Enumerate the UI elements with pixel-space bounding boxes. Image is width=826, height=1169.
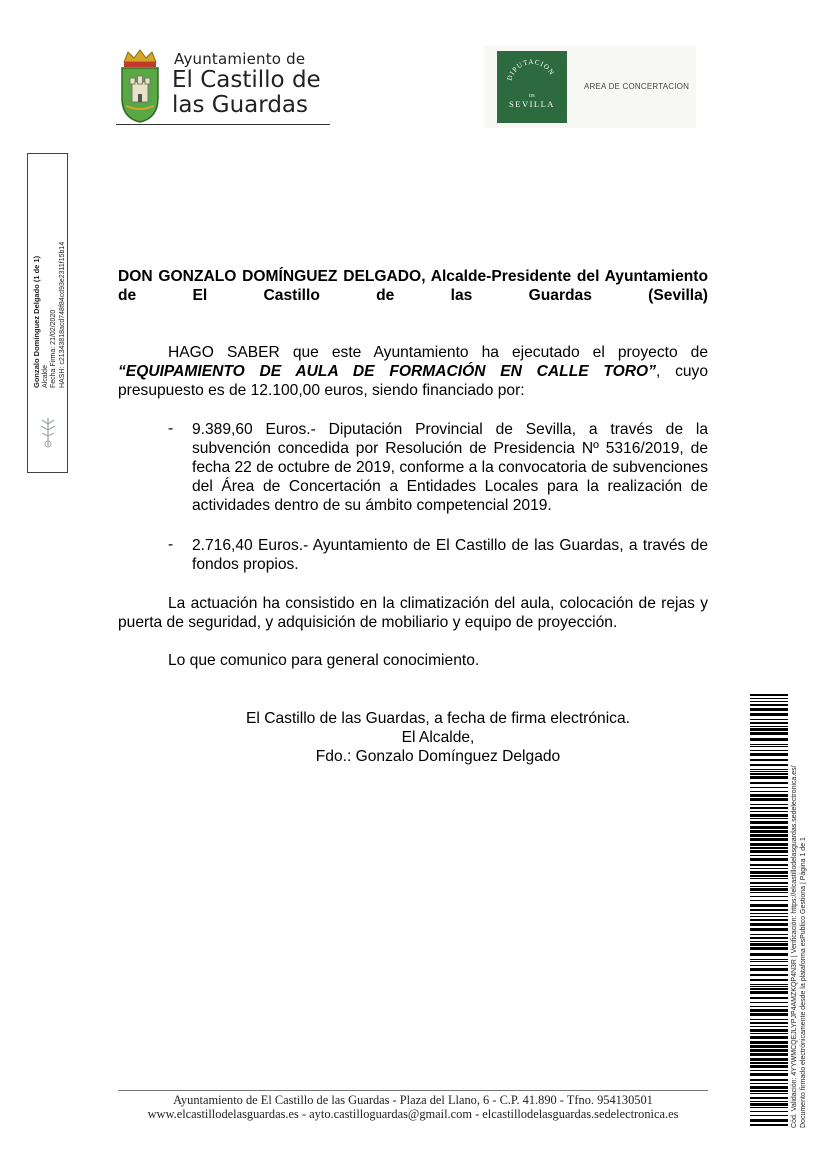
barcode-bar <box>750 1101 788 1102</box>
footer-divider <box>118 1090 708 1091</box>
barcode-bar <box>750 701 788 702</box>
validation-line-1: Cód. Validación: 4YYWMCQEJLYPJP4AMZKQP4N3R | Verificación: https://elcastillodelasguardas.sedelectronica.es/ <box>791 765 798 1128</box>
barcode-bar <box>750 769 788 770</box>
barcode-bar <box>750 726 788 727</box>
barcode-bar <box>750 782 788 784</box>
barcode-bar <box>750 1111 788 1112</box>
p1-start: HAGO SABER que este Ayuntamiento ha ejecutado el proyecto de <box>168 344 708 361</box>
barcode-bar <box>750 776 788 779</box>
project-name: “EQUIPAMIENTO DE AULA DE FORMACIÓN EN CALLE TORO” <box>118 363 656 380</box>
barcode-bar <box>750 959 788 960</box>
barcode-bar <box>750 913 788 914</box>
list-item: 9.389,60 Euros.- Diputación Provincial de Sevilla, a través de la subvención concedida por Resolución de Presidencia Nº 5316/2019, de fecha 22 de octubre de 2019, conforme a la convocatoria de subvenciones del Área de Concertación a Entidades Locales para la realización de actividades dentro de su ámbito competencial 2019. <box>192 421 708 514</box>
logo-line-2: las Guardas <box>172 92 309 118</box>
document-heading: DON GONZALO DOMÍNGUEZ DELGADO, Alcalde-Presidente del Ayuntamiento de El Castillo de las Guardas (Sevilla) <box>118 268 708 304</box>
stamp-role: Alcalde <box>41 365 49 388</box>
barcode-bar <box>750 1119 788 1122</box>
barcode-bar <box>750 1029 788 1032</box>
barcode-bar <box>750 1090 788 1092</box>
diputacion-logo <box>484 46 696 128</box>
list-dash: - <box>168 536 174 553</box>
barcode-bar <box>750 1041 788 1044</box>
diputacion-sevilla-text: SEVILLA <box>509 99 555 109</box>
barcode-bar <box>750 923 788 926</box>
barcode-bar <box>750 974 788 976</box>
barcode-bar <box>750 1019 788 1020</box>
barcode-bar <box>750 1033 788 1034</box>
barcode-bar <box>750 934 788 935</box>
paragraph-actuacion: La actuación ha consistido en la climatización del aula, colocación de rejas y puerta de seguridad, y adquisición de mobiliario y equipo de proyección. <box>118 595 708 631</box>
logo-small-text: Ayuntamiento de <box>174 50 306 68</box>
signature-block <box>118 709 758 766</box>
barcode-bar <box>750 886 788 887</box>
barcode-bar <box>750 1079 788 1081</box>
barcode-bar <box>750 759 788 761</box>
barcode-bar <box>750 787 788 788</box>
barcode-bar <box>750 773 788 775</box>
barcode-bar <box>750 826 788 829</box>
barcode-bar <box>750 1049 788 1052</box>
signature-stamp-text <box>33 242 67 388</box>
barcode-bar <box>750 961 788 962</box>
area-concertacion-label: AREA DE CONCERTACION <box>584 82 690 91</box>
barcode-bar <box>750 928 788 931</box>
paragraph-comunico: Lo que comunico para general conocimiento. <box>168 652 480 669</box>
barcode-bar <box>750 834 788 837</box>
barcode-bar <box>750 728 788 731</box>
barcode-bar <box>750 753 788 756</box>
footer-address: Ayuntamiento de El Castillo de las Guardas - Plaza del Llano, 6 - C.P. 41.890 - Tfno. 954130501 <box>173 1093 653 1107</box>
diputacion-emblem-icon <box>497 51 567 123</box>
barcode-bar <box>750 1086 788 1089</box>
sign-name: Fdo.: Gonzalo Domínguez Delgado <box>315 748 561 765</box>
barcode-bar <box>750 1013 788 1016</box>
barcode-bar <box>750 1065 788 1068</box>
barcode-bar <box>750 830 788 833</box>
barcode-bar <box>750 1022 788 1024</box>
barcode-bar <box>750 858 788 861</box>
barcode-bar <box>750 1124 788 1126</box>
barcode-bar <box>750 821 788 824</box>
barcode-bar <box>750 986 788 987</box>
logo-underline <box>116 124 330 125</box>
stamp-signer: Gonzalo Domínguez Delgado (1 de 1) <box>32 255 41 388</box>
p1-end: , cuyo presupuesto es de 12.100,00 euros, siendo financiado por: <box>118 363 709 399</box>
list-item: 2.716,40 Euros.- Ayuntamiento de El Castillo de las Guardas, a través de fondos propios. <box>192 537 708 573</box>
barcode-bar <box>750 1093 788 1094</box>
barcode-bar <box>750 738 788 741</box>
barcode-bar <box>750 704 788 706</box>
barcode-bar <box>750 896 788 897</box>
barcode-bar <box>750 1045 788 1048</box>
barcode-bar <box>750 984 788 985</box>
barcode-bar <box>750 1006 788 1007</box>
diputacion-emblem <box>497 51 567 123</box>
barcode-bar <box>750 882 788 884</box>
barcode-bar <box>750 818 788 819</box>
barcode-bar <box>750 919 788 921</box>
barcode-bar <box>750 698 788 699</box>
barcode-bar <box>750 811 788 812</box>
barcode-bar <box>750 694 788 696</box>
barcode-bar <box>750 746 788 747</box>
barcode-bar <box>750 850 788 853</box>
barcode-bar <box>750 941 788 942</box>
barcode-bar <box>750 732 788 735</box>
barcode-bar <box>750 937 788 939</box>
barcode-bar <box>750 1115 788 1116</box>
barcode-bar <box>750 988 788 990</box>
barcode-bar <box>750 771 788 772</box>
barcode-bar <box>750 744 788 745</box>
validation-text <box>790 765 808 1128</box>
signature-stamp <box>27 153 68 473</box>
barcode-bar <box>750 798 788 801</box>
barcode-bar <box>750 864 788 866</box>
barcode-bar <box>750 791 788 792</box>
barcode-bar <box>750 888 788 891</box>
validation-barcode <box>750 694 788 1128</box>
barcode-bar <box>750 909 788 911</box>
barcode-bar <box>750 868 788 869</box>
barcode-bar <box>750 713 788 716</box>
barcode-bar <box>750 1036 788 1039</box>
barcode-bar <box>750 997 788 999</box>
barcode-bar <box>750 968 788 971</box>
barcode-bar <box>750 1053 788 1056</box>
diputacion-arc-text: DIPUTACION <box>505 57 557 82</box>
barcode-bar <box>750 878 788 879</box>
barcode-bar <box>750 904 788 907</box>
validation-line-2: Documento firmado electrónicamente desde la plataforma esPublico Gestiona | Página 1 de 1 <box>800 837 807 1128</box>
stamp-hash: HASH: c21343818acd748f84cd93e2311f15b14 <box>58 241 66 388</box>
diputacion-de-text: DE <box>529 93 535 98</box>
barcode-bar <box>750 764 788 766</box>
barcode-bar <box>750 804 788 805</box>
page-footer <box>118 1093 708 1121</box>
barcode-bar <box>750 814 788 817</box>
barcode-bar <box>750 916 788 917</box>
barcode-bar <box>750 843 788 846</box>
barcode-bar <box>750 1107 788 1108</box>
barcode-bar <box>750 892 788 893</box>
barcode-bar <box>750 1073 788 1076</box>
barcode-bar <box>750 1026 788 1027</box>
barcode-bar <box>750 719 788 720</box>
barcode-bar <box>750 855 788 856</box>
town-logo <box>116 46 334 128</box>
barcode-bar <box>750 708 788 711</box>
barcode-bar <box>750 965 788 966</box>
barcode-bar <box>750 1070 788 1071</box>
coat-of-arms-icon <box>116 48 164 124</box>
barcode-bar <box>750 1062 788 1064</box>
footer-web: www.elcastillodelasguardas.es - ayto.castilloguardas@gmail.com - elcastillodelasguardas.sedelectronica.es <box>147 1107 679 1121</box>
barcode-bar <box>750 750 788 751</box>
stamp-date: Fecha Firma: 21/02/2020 <box>50 309 57 388</box>
barcode-bar <box>750 1097 788 1099</box>
barcode-bar <box>750 1058 788 1061</box>
barcode-bar <box>750 991 788 994</box>
barcode-bar <box>750 1103 788 1106</box>
barcode-bar <box>750 979 788 981</box>
paragraph-hago-saber <box>118 343 708 400</box>
sign-role: El Alcalde, <box>401 729 475 746</box>
barcode-bar <box>750 847 788 849</box>
barcode-bar <box>750 875 788 877</box>
barcode-bar <box>750 722 788 724</box>
barcode-bar <box>750 947 788 950</box>
barcode-bar <box>750 1083 788 1084</box>
barcode-bar <box>750 1002 788 1003</box>
barcode-bar <box>750 794 788 797</box>
barcode-bar <box>750 1009 788 1012</box>
barcode-bar <box>750 807 788 809</box>
barcode-bar <box>750 900 788 901</box>
signature-seal-icon <box>36 414 60 450</box>
list-dash: - <box>168 420 174 437</box>
logo-line-1: El Castillo de <box>172 67 321 93</box>
barcode-bar <box>750 953 788 956</box>
barcode-bar <box>750 871 788 874</box>
barcode-bar <box>750 838 788 841</box>
sign-place: El Castillo de las Guardas, a fecha de firma electrónica. <box>246 710 630 727</box>
town-logo-text <box>172 50 321 118</box>
barcode-bar <box>750 943 788 946</box>
